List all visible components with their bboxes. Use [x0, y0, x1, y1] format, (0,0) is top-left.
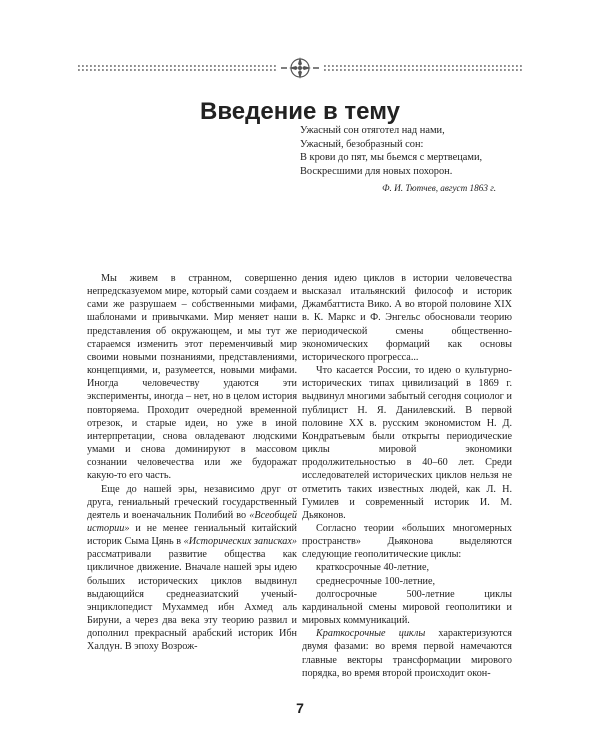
ornament-divider: [78, 56, 522, 80]
text-run: рассматривали развитие общества как цикличное движение. Вначале нашей эры идею больших исторических циклов выдвинул выдающийся среднеазиатский ученый-энциклопедист Мухаммед ибн Ахмед аль Бируни, а через два века эту теорию развил и дополнил прекрасный арабский историк Ибн Халдун. В эпоху Возрож-: [87, 549, 297, 653]
text-run: Еще до нашей эры, независимо друг от друга, гениальный греческий государственный деятель и военачальник Полибий во: [87, 483, 297, 521]
list-item: долгосрочные 500-летние циклы кардинальной смены мировой геополитики и мировых коммуникаций.: [302, 588, 512, 627]
page-title: Введение в тему: [200, 98, 400, 125]
rosette-icon: [281, 57, 319, 79]
book-title: «Исторических записках»: [183, 536, 298, 548]
paragraph: Что касается России, то идею о культурно-исторических типах цивилизаций в 1869 г. выдвинул многими забытый сегодня социолог и публицист Н. Я. Данилевский. В первой половине XX в. русским экономистом Н. Д. Кондратьевым были открыты периодические циклы мировой экономики продолжительностью в 40–60 лет. Среди исследователей исторических циклов нельзя не отметить таких известных людей, как Л. Н. Гумилев и современный историк И. М. Дьяконов.: [302, 365, 512, 521]
paragraph: дения идею циклов в истории человечества высказал итальянский философ и историк Джамбаттиста Вико. А во второй половине XIX в. К. Маркс и Ф. Энгельс обосновали теорию периодической смены общественно-экономических формаций как основы исторического прогресса...: [302, 273, 512, 363]
book-title: «Всеобщей истории»: [87, 509, 297, 534]
text-column-right: [302, 272, 512, 680]
text-run: характеризуются двумя фазами: во время первой намечаются главные векторы трансформации мирового порядка, во время второй происходит окон-: [302, 628, 512, 679]
paragraph: Мы живем в странном, совершенно непредсказуемом мире, который сами создаем и сами же разрушаем – собственными мифами, шаблонами и привычками. Мир меняет наши представления об окружающем, и мы тут же стараемся изменить этот переменчивый мир своими новыми познаниями, представлениями, концепциями, и, разумеется, новыми мифами. Иногда человечеству удаются эти эксперименты, иногда – нет, но в целом история повторяема. Проходит очередной временной отрезок, и старые идеи, но уже в иной интерпретации, снова овладевают людскими умами и снова доминируют в массовом сознании человечества или же будоражат какую-то его часть.: [87, 273, 297, 482]
epigraph-line: Ужасный, безобразный сон:: [300, 138, 424, 150]
list-item: среднесрочные 100-летние,: [316, 575, 436, 587]
epigraph-attribution: Ф. И. Тютчев, август 1863 г.: [382, 183, 496, 194]
page-number: 7: [296, 700, 304, 716]
epigraph-line: Ужасный сон отяготел над нами,: [300, 125, 445, 136]
epigraph-line: Воскресшими для новых похорон.: [300, 165, 453, 177]
paragraph: [302, 627, 512, 680]
term: Краткосрочные циклы: [316, 628, 426, 640]
epigraph: [300, 124, 496, 196]
text-column-left: [87, 272, 297, 654]
list-item: краткосрочные 40-летние,: [316, 562, 430, 574]
paragraph: Согласно теории «больших многомерных пространств» Дьяконова выделяются следующие геополитические циклы:: [302, 522, 512, 561]
text-run: и не менее гениальный китайский историк Сыма Цянь в: [87, 522, 297, 548]
paragraph: [87, 483, 297, 654]
epigraph-line: В крови до пят, мы бьемся с мертвецами,: [300, 152, 483, 164]
